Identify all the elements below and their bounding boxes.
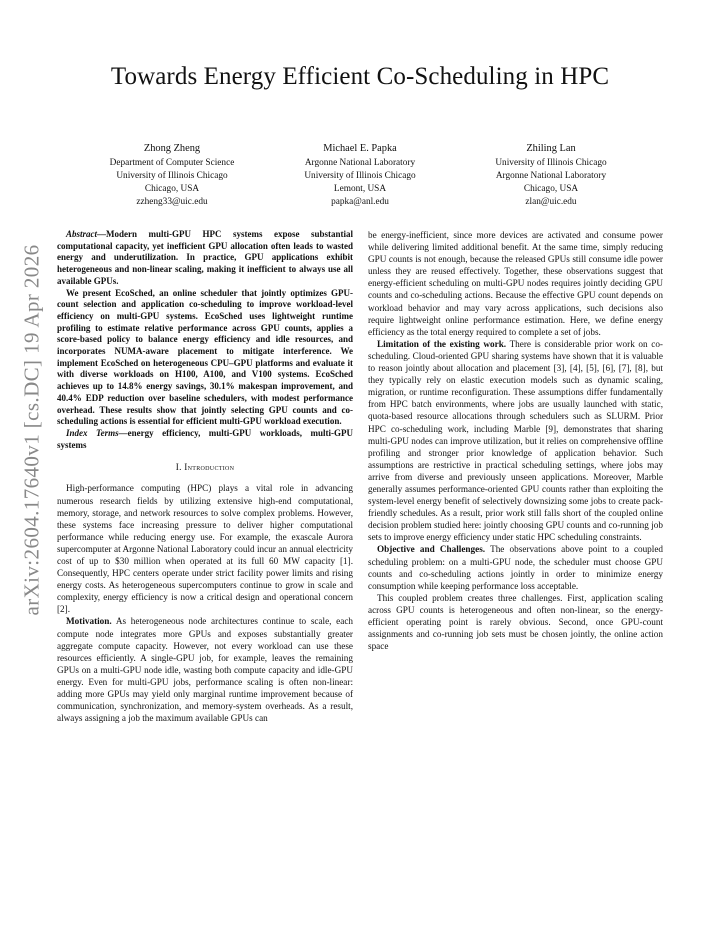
paper-title: Towards Energy Efficient Co-Scheduling in HPC [110, 63, 610, 90]
index-terms-label: Index Terms [66, 427, 119, 438]
author-affiliation: Department of Computer Science [109, 158, 235, 168]
body-paragraph: Limitation of the existing work. There is considerable prior work on co-scheduling. Cloud-oriented GPU sharing systems have shown that it is valuable to reason jointly about allocation and placement [3], [4], [5], [6], [7], [8], but they typically rely on elastic execution models such as dynamic scaling, migration, or runtime reconfiguration. These assumptions differ fundamentally from HPC batch environments, where jobs are usually launched with static, quota-based resource allocations through schedulers such as SLURM. Prior HPC co-scheduling work, including Marble [9], demonstrates that sharing multi-GPU nodes can improve utilization, but it relies on comprehensive offline profiling and stronger prior knowledge of application behavior. Such assumptions are restrictive in practical scheduling settings, where jobs may arrive from diverse and previously unseen applications. Moreover, Marble generally assumes performance-oriented GPU counts rather than exploiting the system-level energy benefit of selectively downsizing some jobs to create pack-friendly schedules. As a result, prior work still falls short of the coupled online decision problem studied here: jointly choosing GPU counts and co-running job sets to improve energy efficiency under static HPC scheduling constraints. [368, 338, 663, 543]
section-heading: I. Introduction [175, 462, 235, 473]
abstract-paragraph: Abstract—Modern multi-GPU HPC systems expose substantial computational capacity, yet inefficient GPU allocation often leads to wasted energy and underutilization. In practice, GPU applications exhibit heterogeneous and non-linear scaling, making it inefficient to always use all available GPUs. [57, 229, 353, 286]
body-paragraph: Objective and Challenges. The observations above point to a coupled scheduling problem: on a multi-GPU node, the scheduler must choose GPU counts and co-scheduling actions jointly in order to minimize energy consumption while keeping performance loss acceptable. [368, 544, 663, 591]
author-email: papka@anl.edu [331, 197, 389, 207]
author-affiliation: University of Illinois Chicago [116, 171, 228, 181]
abstract [57, 229, 353, 451]
author-email: zlan@uic.edu [525, 197, 577, 207]
paragraph-heading: Objective and Challenges. [377, 544, 486, 555]
author-affiliation: Argonne National Laboratory [304, 158, 416, 168]
paragraph-heading: Motivation. [66, 616, 112, 627]
body-paragraph: This coupled problem creates three challenges. First, application scaling across GPU counts is heterogeneous and often non-linear, so the energy-efficient operating point is rarely obvious. Second, once GPU-count assignments and co-running job sets must be chosen jointly, the online action space [368, 592, 663, 652]
abstract-paragraph: We present EcoSched, an online scheduler that jointly optimizes GPU-count selection and application co-scheduling to improve workload-level efficiency on multi-GPU systems. EcoSched uses lightweight runtime profiling to estimate relative performance across GPU counts, applies a score-based policy to balance energy efficiency and idle resources, and incorporates NUMA-aware placement to mitigate interference. We implement EcoSched on heterogeneous CPU–GPU platforms and evaluate it with diverse workloads on H100, A100, and V100 systems. EcoSched achieves up to 14.8% energy savings, 30.1% makespan improvement, and 40.4% EDP reduction over baseline schedulers, with modest performance overhead. These results show that jointly selecting GPU counts and co-scheduling actions is essential for efficient multi-GPU workload execution. [57, 287, 353, 427]
paragraph-heading: Limitation of the existing work. [377, 338, 507, 349]
abstract-label: Abstract [66, 229, 98, 239]
author-block-1 [82, 142, 262, 209]
author-affiliation: Lemont, USA [333, 184, 387, 194]
author-block-2 [270, 142, 450, 209]
left-column [57, 229, 353, 724]
author-affiliation: University of Illinois Chicago [495, 158, 607, 168]
body-paragraph: High-performance computing (HPC) plays a vital role in advancing numerous research fields by utilizing extensive high-end computational, memory, storage, and network resources to solve complex problems. However, these systems face increasing pressure to deliver higher computational performance while reducing energy use. For example, the exascale Aurora supercomputer at Argonne National Laboratory could incur an annual electricity cost of up to $30 million when operated at its full 60 MW capacity [1]. Consequently, HPC centers operate under strict facility power limits and rising energy costs. As heterogeneous supercomputers continue to grow in scale and complexity, energy efficiency is now a critical design and operational concern [2]. [57, 483, 353, 615]
author-block-3 [461, 142, 641, 209]
author-affiliation: Argonne National Laboratory [495, 171, 607, 181]
body-paragraph: Motivation. As heterogeneous node architectures continue to scale, each compute node integrates more GPUs and exposes substantially greater aggregate compute capacity. However, not every workload can use these resources efficiently. A single-GPU job, for example, leaves the remaining GPUs on a multi-GPU node idle, wasting both compute capacity and idle-GPU energy. Even for multi-GPU jobs, performance scaling is often non-linear: adding more GPUs may yield only marginal runtime improvement because of communication, synchronization, and memory-system overheads. As a result, always assigning a job the maximum available GPUs can [57, 616, 353, 724]
index-terms: Index Terms—energy efficiency, multi-GPU workloads, multi-GPU systems [57, 427, 353, 450]
arxiv-sidebar [10, 200, 54, 660]
author-name: Zhong Zheng [143, 143, 201, 154]
arxiv-identifier: arXiv:2604.17640v1 [cs.DC] 19 Apr 2026 [19, 244, 44, 616]
author-affiliation: Chicago, USA [144, 184, 200, 194]
author-affiliation: Chicago, USA [523, 184, 579, 194]
author-affiliation: University of Illinois Chicago [304, 171, 416, 181]
right-column [368, 229, 663, 652]
body-paragraph: be energy-inefficient, since more devices are activated and consume power while delivering limited additional benefit. At the same time, simply reducing GPU counts is not enough, because the released GPUs still consume idle power unless they are reused effectively. Together, these observations suggest that energy-efficient scheduling on multi-GPU nodes requires jointly deciding GPU counts and co-scheduling actions. Because the effective GPU count depends on workload behavior and may vary across applications, such decisions also require lightweight online performance estimation. Here, we define energy efficiency as the total energy required to complete a set of jobs. [368, 230, 663, 337]
author-email: zzheng33@uic.edu [136, 197, 208, 207]
author-name: Michael E. Papka [323, 143, 397, 154]
author-name: Zhiling Lan [526, 143, 576, 154]
